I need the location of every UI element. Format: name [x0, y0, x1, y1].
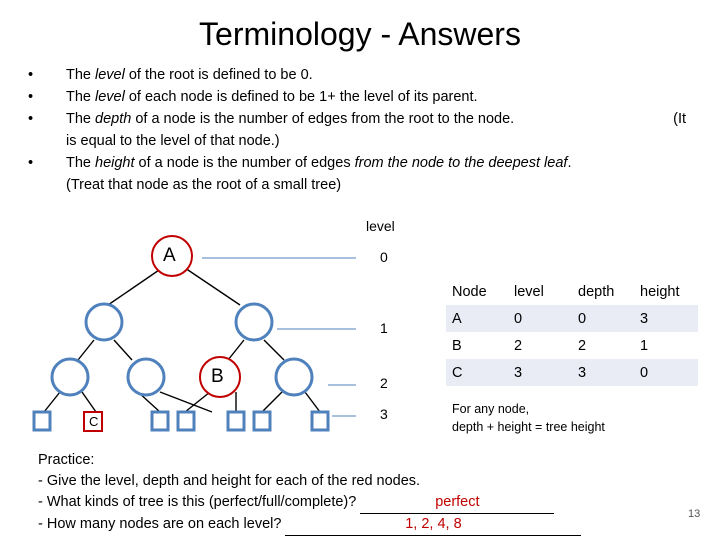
- bullet-text: The: [66, 111, 96, 127]
- table-cell: B: [446, 332, 508, 359]
- practice-question: [38, 492, 581, 514]
- answer-table: [446, 278, 698, 386]
- table-cell: 2: [572, 332, 634, 359]
- bullet-term: depth: [95, 111, 132, 127]
- table-cell: 3: [634, 305, 698, 332]
- tree-edge: [185, 392, 210, 412]
- level-label-1: 1: [380, 320, 388, 336]
- level-label-0: 0: [380, 249, 388, 265]
- tree-edge: [228, 340, 244, 360]
- bullet-text: The: [66, 155, 96, 171]
- tree-leaf: [254, 412, 270, 430]
- slide-title: Terminology - Answers: [199, 16, 521, 52]
- bullet-dot: •: [28, 155, 34, 171]
- table-cell: A: [446, 305, 508, 332]
- table-header-row: [446, 278, 698, 305]
- bullet-dot: •: [28, 111, 34, 127]
- level-label-3: 3: [380, 406, 388, 422]
- tree-node: [236, 304, 272, 340]
- table-header-cell: Node: [446, 278, 508, 305]
- bullet-continuation: is equal to the level of that node.): [66, 133, 280, 149]
- table-cell: 1: [634, 332, 698, 359]
- tree-edge: [160, 392, 212, 412]
- tree-leaf: [228, 412, 244, 430]
- tree-edge: [185, 268, 240, 305]
- tree-node: [276, 359, 312, 395]
- tree-edge: [44, 392, 60, 412]
- question-text: - How many nodes are on each level?: [38, 516, 282, 532]
- answer-blank: 1, 2, 4, 8: [285, 514, 581, 536]
- height-note: [452, 400, 605, 436]
- bullet-text: of a node is the number of edges from the root to the node.: [131, 111, 515, 127]
- bullet-term: height: [95, 155, 135, 171]
- practice-section: [38, 450, 581, 536]
- bullet-term: level: [95, 89, 125, 105]
- bullet-text: The: [66, 67, 96, 83]
- table-header-cell: level: [508, 278, 572, 305]
- table-header-cell: depth: [572, 278, 634, 305]
- note-line: For any node,: [452, 402, 530, 416]
- bullet-text: of each node is defined to be 1+ the level of its parent.: [124, 89, 478, 105]
- tree-node: [52, 359, 88, 395]
- tree-leaf: [312, 412, 328, 430]
- tree-edge: [262, 392, 282, 412]
- tree-leaf: [34, 412, 50, 430]
- table-header-cell: height: [634, 278, 698, 305]
- tree-edge: [82, 392, 96, 412]
- page-number: 13: [688, 508, 701, 520]
- level-label-2: 2: [380, 375, 388, 391]
- tree-edge: [108, 268, 162, 305]
- table-cell: 0: [508, 305, 572, 332]
- tree-edge: [264, 340, 284, 360]
- table-cell: 3: [572, 359, 634, 386]
- table-row: [446, 305, 698, 332]
- node-label-a: A: [163, 245, 176, 266]
- bullet-dot: •: [28, 67, 34, 83]
- table-cell: 3: [508, 359, 572, 386]
- tree-leaf: [178, 412, 194, 430]
- table-cell: 0: [634, 359, 698, 386]
- bullet-tail: (It: [673, 111, 686, 127]
- bullet-continuation: (Treat that node as the root of a small tree): [66, 177, 342, 193]
- tree-edge: [305, 392, 320, 412]
- table-row: [446, 359, 698, 386]
- bullet-text: of a node is the number of edges: [134, 155, 355, 171]
- table-cell: 0: [572, 305, 634, 332]
- practice-heading: Practice:: [38, 452, 95, 468]
- node-label-b: B: [211, 366, 224, 387]
- practice-question: [38, 514, 581, 536]
- bullet-term: from the node to the deepest leaf: [354, 155, 568, 171]
- table-cell: C: [446, 359, 508, 386]
- tree-leaf: [152, 412, 168, 430]
- question-text: - What kinds of tree is this (perfect/full/complete)?: [38, 494, 357, 510]
- bullet-text: of the root is defined to be 0.: [124, 67, 313, 83]
- level-header: level: [366, 218, 395, 234]
- table-cell: 2: [508, 332, 572, 359]
- bullet-text: .: [567, 155, 572, 171]
- node-label-c: C: [89, 414, 99, 429]
- bullet-term: level: [95, 67, 125, 83]
- tree-edge: [114, 340, 132, 360]
- bullet-dot: •: [28, 89, 34, 105]
- tree-edges: [44, 268, 320, 412]
- table-row: [446, 332, 698, 359]
- note-line: depth + height = tree height: [452, 420, 605, 434]
- bullet-text: The: [66, 89, 96, 105]
- tree-node: [128, 359, 164, 395]
- tree-node: [86, 304, 122, 340]
- answer-blank: perfect: [360, 492, 554, 514]
- tree-edge: [78, 340, 94, 360]
- practice-question: - Give the level, depth and height for each of the red nodes.: [38, 473, 421, 489]
